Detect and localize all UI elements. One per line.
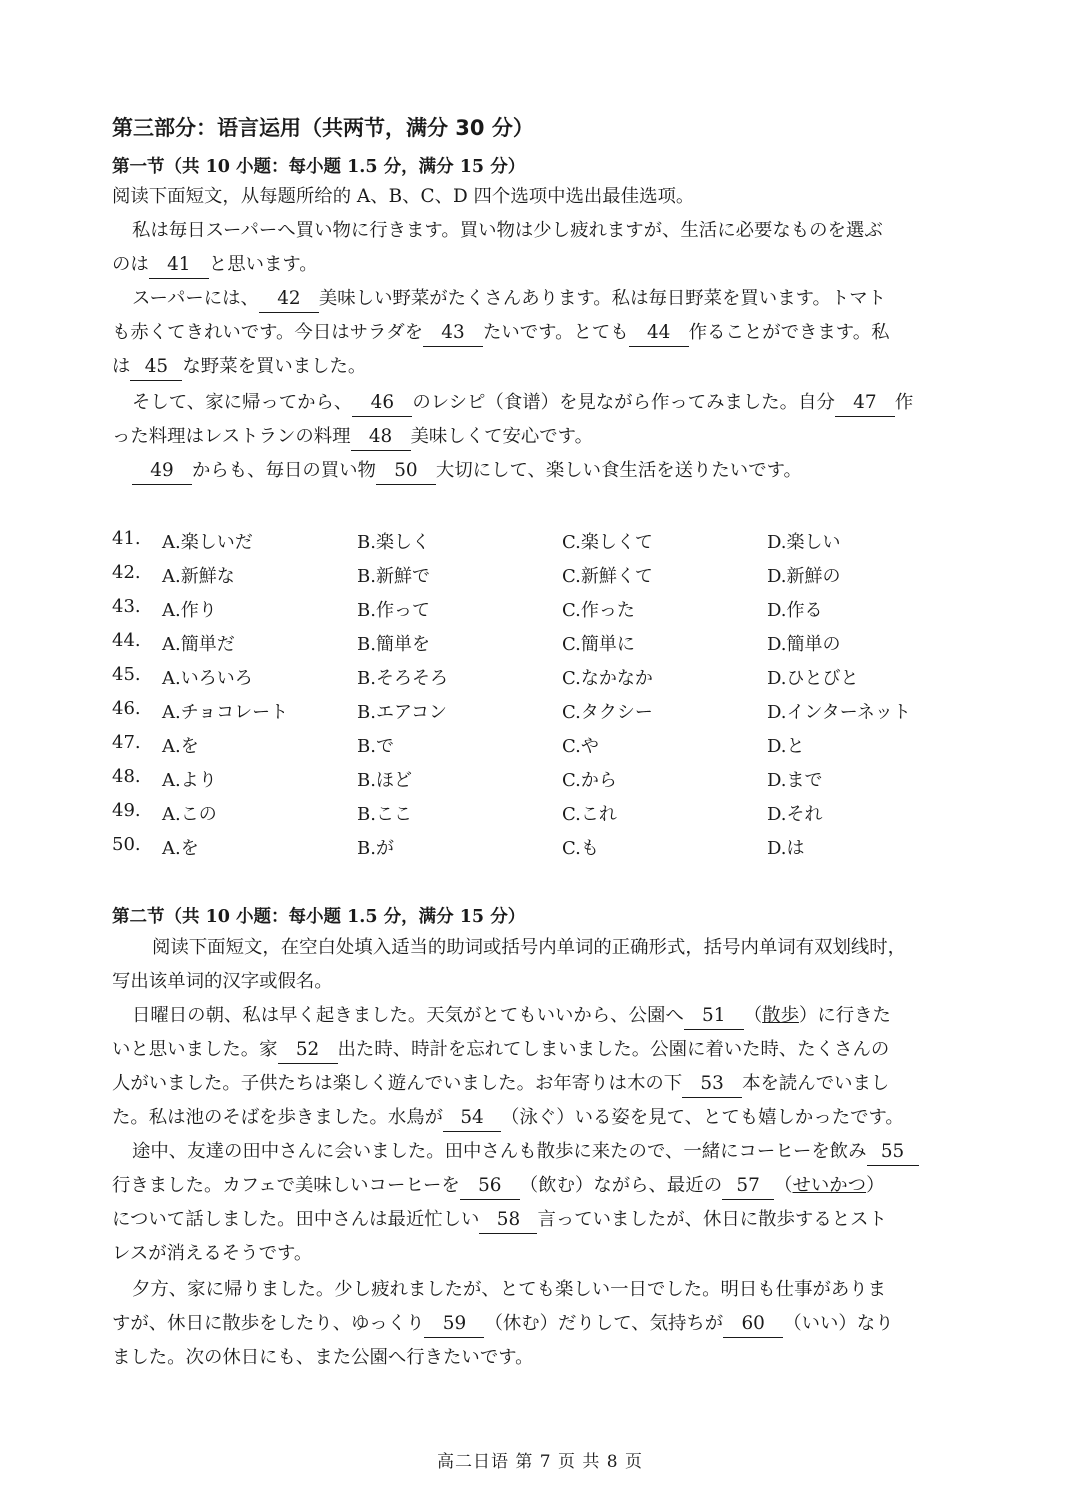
option-c: C.楽しくて: [562, 532, 653, 553]
option-a: A.作り: [162, 600, 217, 621]
blank-45: 45: [130, 355, 182, 381]
option-d: D.作る: [767, 600, 823, 621]
blank-43: 43: [423, 321, 483, 347]
option-d: D.新鮮の: [767, 566, 841, 587]
blank-58: 58: [479, 1208, 537, 1234]
option-b: B.で: [357, 736, 394, 757]
blank-53: 53: [682, 1072, 742, 1098]
section1-instruction: 阅读下面短文，从每题所给的 A、B、C、D 四个选项中选出最佳选项。: [112, 186, 695, 207]
option-c: C.から: [562, 770, 617, 791]
option-number: 49.: [112, 800, 141, 821]
option-c: C.なかなか: [562, 668, 653, 689]
passage2-line: いと思いました。家 52 出た時、時計を忘れてしまいました。公園に着いた時、たくさんの: [112, 1033, 889, 1067]
option-b: B.楽しく: [357, 532, 430, 553]
passage2-line: について話しました。田中さんは最近忙しい 58 言っていましたが、休日に散歩するとスト: [112, 1203, 887, 1237]
option-d: D.それ: [767, 804, 823, 825]
option-d: D.楽しい: [767, 532, 841, 553]
blank-60: 60: [723, 1312, 783, 1338]
passage1-line: 私は毎日スーパーへ買い物に行きます。買い物は少し疲れますが、生活に必要なものを選ぶ: [132, 220, 883, 241]
passage1-line: スーパーには、 42 美味しい野菜がたくさんあります。私は毎日野菜を買います。トマト: [132, 282, 886, 316]
blank-54: 54: [443, 1106, 501, 1132]
passage2-line: レスが消えるそうです。: [112, 1243, 313, 1264]
option-d: D.まで: [767, 770, 823, 791]
option-b: B.作って: [357, 600, 430, 621]
option-a: A.新鮮な: [162, 566, 235, 587]
passage2-line: ました。次の休日にも、また公園へ行きたいです。: [112, 1347, 534, 1368]
option-number: 47.: [112, 732, 141, 753]
option-a: A.この: [162, 804, 217, 825]
option-c: C.簡単に: [562, 634, 635, 655]
blank-59: 59: [424, 1312, 484, 1338]
section2-instruction: 写出该单词的汉字或假名。: [112, 971, 333, 992]
passage1-line: 49 からも、毎日の買い物 50 大切にして、楽しい食生活を送りたいです。: [132, 454, 802, 488]
passage1-line: も赤くてきれいです。今日はサラダを 43 たいです。とても 44 作ることができます。私: [112, 316, 889, 350]
option-a: A.を: [162, 736, 199, 757]
option-c: C.作った: [562, 600, 635, 621]
passage2-line: すが、休日に散歩をしたり、ゆっくり 59 （休む）だりして、気持ちが 60 （いい）なり: [112, 1307, 894, 1341]
blank-50: 50: [376, 459, 436, 485]
option-a: A.より: [162, 770, 217, 791]
blank-49: 49: [132, 459, 192, 485]
part-title: 第三部分：语言运用（共两节，满分 30 分）: [112, 116, 534, 140]
option-number: 44.: [112, 630, 141, 651]
option-number: 48.: [112, 766, 141, 787]
option-number: 42.: [112, 562, 141, 583]
option-a: A.楽しいだ: [162, 532, 253, 553]
option-a: A.チョコレート: [162, 702, 289, 723]
section2-heading: 第二节（共 10 小题：每小题 1.5 分，满分 15 分）: [112, 907, 526, 927]
blank-52: 52: [278, 1038, 338, 1064]
option-d: D.インターネット: [767, 702, 911, 723]
blank-44: 44: [629, 321, 689, 347]
option-c: C.タクシー: [562, 702, 653, 723]
option-b: B.簡単を: [357, 634, 430, 655]
option-a: A.簡単だ: [162, 634, 235, 655]
blank-48: 48: [351, 425, 411, 451]
option-number: 43.: [112, 596, 141, 617]
page-footer: 高二日语 第 7 页 共 8 页: [436, 1452, 644, 1472]
passage2-line: た。私は池のそばを歩きました。水鳥が 54 （泳ぐ）いる姿を見て、とても嬉しかったです。: [112, 1101, 904, 1135]
option-number: 46.: [112, 698, 141, 719]
option-c: C.新鮮くて: [562, 566, 653, 587]
blank-47: 47: [835, 391, 895, 417]
passage2-line: 途中、友達の田中さんに会いました。田中さんも散歩に来たので、一緒にコーヒーを飲み 55: [132, 1135, 919, 1169]
option-b: B.ここ: [357, 804, 412, 825]
blank-42: 42: [259, 287, 319, 313]
option-b: B.エアコン: [357, 702, 448, 723]
blank-55: 55: [867, 1140, 919, 1166]
passage1-line: った料理はレストランの料理 48 美味しくて安心です。: [112, 420, 593, 454]
underlined-word: 散歩: [762, 1005, 799, 1026]
option-d: D.と: [767, 736, 805, 757]
blank-46: 46: [352, 391, 412, 417]
option-c: C.も: [562, 838, 599, 859]
option-d: D.ひとびと: [767, 668, 859, 689]
passage2-line: 夕方、家に帰りました。少し疲れましたが、とても楽しい一日でした。明日も仕事がありま: [132, 1279, 887, 1300]
section2-instruction: 阅读下面短文，在空白处填入适当的助词或括号内单词的正确形式，括号内单词有双划线时，: [152, 937, 907, 958]
option-b: B.が: [357, 838, 394, 859]
blank-51: 51: [684, 1004, 744, 1030]
option-b: B.ほど: [357, 770, 412, 791]
option-d: D.は: [767, 838, 805, 859]
option-c: C.や: [562, 736, 599, 757]
passage1-line: は 45 な野菜を買いました。: [112, 350, 366, 384]
option-a: A.いろいろ: [162, 668, 253, 689]
underlined-word: せいかつ: [792, 1175, 867, 1196]
option-b: B.そろそろ: [357, 668, 448, 689]
option-a: A.を: [162, 838, 199, 859]
blank-56: 56: [460, 1174, 520, 1200]
option-number: 45.: [112, 664, 141, 685]
blank-41: 41: [149, 253, 209, 279]
passage2-line: 行きました。カフェで美味しいコーヒーを 56 （飲む）ながら、最近の 57 （せいかつ）: [112, 1169, 884, 1203]
passage2-line: 人がいました。子供たちは楽しく遊んでいました。お年寄りは木の下 53 本を読んでいまし: [112, 1067, 889, 1101]
blank-57: 57: [722, 1174, 774, 1200]
section1-heading: 第一节（共 10 小题：每小题 1.5 分，满分 15 分）: [112, 157, 526, 177]
passage1-line: そして、家に帰ってから、 46 のレシピ（食谱）を見ながら作ってみました。自分 47 作: [132, 386, 913, 420]
passage2-line: 日曜日の朝、私は早く起きました。天気がとてもいいから、公園へ 51 （散歩）に行きた: [132, 999, 891, 1033]
option-b: B.新鮮で: [357, 566, 430, 587]
option-c: C.これ: [562, 804, 617, 825]
passage1-line: のは 41 と思います。: [112, 248, 318, 282]
option-number: 41.: [112, 528, 141, 549]
option-d: D.簡単の: [767, 634, 841, 655]
option-number: 50.: [112, 834, 141, 855]
